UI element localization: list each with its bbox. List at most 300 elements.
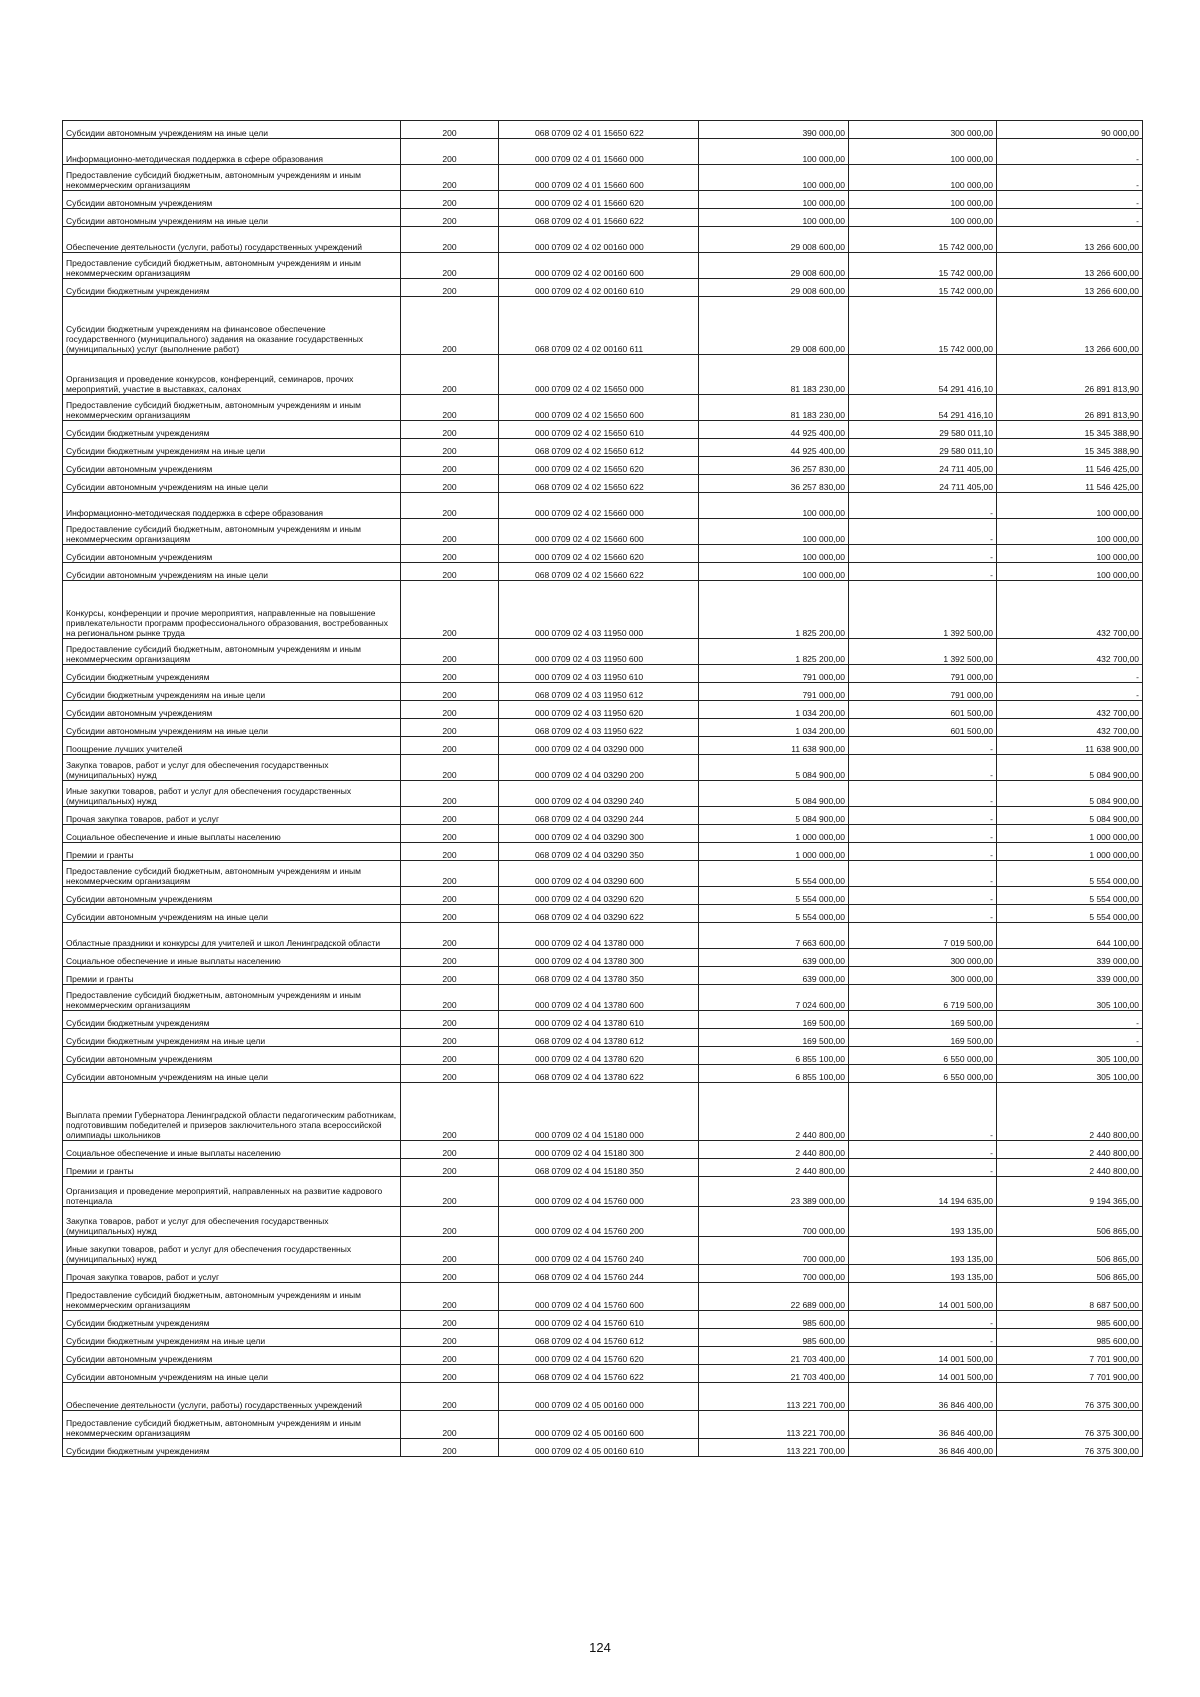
row-name: Субсидии автономным учреждениям xyxy=(63,545,401,563)
row-total: 81 183 230,00 xyxy=(699,395,849,421)
row-line-code: 200 xyxy=(401,297,499,355)
row-total: 29 008 600,00 xyxy=(699,297,849,355)
row-remainder: 11 546 425,00 xyxy=(997,475,1143,493)
row-budget-code: 000 0709 02 4 04 03290 200 xyxy=(499,755,699,781)
row-name: Предоставление субсидий бюджетным, автономным учреждениям и иным некоммерческим организациям xyxy=(63,639,401,665)
table-row xyxy=(63,139,1143,165)
row-budget-code: 068 0709 02 4 01 15660 622 xyxy=(499,209,699,227)
row-name: Предоставление субсидий бюджетным, автономным учреждениям и иным некоммерческим организациям xyxy=(63,395,401,421)
row-budget-code: 068 0709 02 4 01 15650 622 xyxy=(499,121,699,139)
row-remainder: 432 700,00 xyxy=(997,639,1143,665)
row-name: Субсидии автономным учреждениям xyxy=(63,887,401,905)
table-row xyxy=(63,165,1143,191)
row-budget-code: 000 0709 02 4 04 15180 300 xyxy=(499,1141,699,1159)
row-total: 700 000,00 xyxy=(699,1265,849,1283)
row-line-code: 200 xyxy=(401,395,499,421)
row-line-code: 200 xyxy=(401,457,499,475)
row-total: 5 084 900,00 xyxy=(699,781,849,807)
row-remainder: 644 100,00 xyxy=(997,923,1143,949)
row-remainder: 985 600,00 xyxy=(997,1311,1143,1329)
row-total: 1 000 000,00 xyxy=(699,825,849,843)
row-line-code: 200 xyxy=(401,165,499,191)
row-remainder: 15 345 388,90 xyxy=(997,421,1143,439)
row-remainder: 432 700,00 xyxy=(997,719,1143,737)
row-line-code: 200 xyxy=(401,1383,499,1411)
row-name: Иные закупки товаров, работ и услуг для обеспечения государственных (муниципальных) нужд xyxy=(63,781,401,807)
row-total: 44 925 400,00 xyxy=(699,439,849,457)
row-remainder: 13 266 600,00 xyxy=(997,253,1143,279)
table-row xyxy=(63,395,1143,421)
row-remainder: 305 100,00 xyxy=(997,1065,1143,1083)
table-body xyxy=(63,121,1143,1457)
row-remainder: - xyxy=(997,209,1143,227)
table-row xyxy=(63,1159,1143,1177)
row-budget-code: 068 0709 02 4 04 15760 612 xyxy=(499,1329,699,1347)
table-row xyxy=(63,1347,1143,1365)
row-name: Информационно-методическая поддержка в сфере образования xyxy=(63,139,401,165)
table-row xyxy=(63,861,1143,887)
row-total: 113 221 700,00 xyxy=(699,1383,849,1411)
row-name: Предоставление субсидий бюджетным, автономным учреждениям и иным некоммерческим организациям xyxy=(63,1283,401,1311)
row-executed: - xyxy=(849,519,997,545)
row-total: 44 925 400,00 xyxy=(699,421,849,439)
row-name: Социальное обеспечение и иные выплаты населению xyxy=(63,949,401,967)
row-remainder: 100 000,00 xyxy=(997,563,1143,581)
row-line-code: 200 xyxy=(401,1047,499,1065)
row-total: 5 554 000,00 xyxy=(699,905,849,923)
row-line-code: 200 xyxy=(401,519,499,545)
row-budget-code: 000 0709 02 4 04 13780 600 xyxy=(499,985,699,1011)
row-executed: - xyxy=(849,1083,997,1141)
row-remainder: 26 891 813,90 xyxy=(997,395,1143,421)
table-row xyxy=(63,843,1143,861)
table-row xyxy=(63,545,1143,563)
row-remainder: 305 100,00 xyxy=(997,1047,1143,1065)
table-row xyxy=(63,1207,1143,1237)
row-budget-code: 000 0709 02 4 04 15180 000 xyxy=(499,1083,699,1141)
table-row xyxy=(63,887,1143,905)
row-executed: 100 000,00 xyxy=(849,209,997,227)
row-budget-code: 000 0709 02 4 01 15660 620 xyxy=(499,191,699,209)
row-budget-code: 000 0709 02 4 04 13780 300 xyxy=(499,949,699,967)
table-row xyxy=(63,457,1143,475)
row-budget-code: 068 0709 02 4 02 15650 612 xyxy=(499,439,699,457)
row-line-code: 200 xyxy=(401,755,499,781)
row-total: 2 440 800,00 xyxy=(699,1141,849,1159)
row-name: Субсидии автономным учреждениям на иные цели xyxy=(63,1065,401,1083)
row-budget-code: 068 0709 02 4 04 13780 612 xyxy=(499,1029,699,1047)
table-row xyxy=(63,1141,1143,1159)
row-line-code: 200 xyxy=(401,227,499,253)
row-budget-code: 000 0709 02 4 02 00160 000 xyxy=(499,227,699,253)
row-executed: - xyxy=(849,493,997,519)
row-name: Социальное обеспечение и иные выплаты населению xyxy=(63,1141,401,1159)
table-row xyxy=(63,1383,1143,1411)
row-name: Предоставление субсидий бюджетным, автономным учреждениям и иным некоммерческим организациям xyxy=(63,1411,401,1439)
row-name: Субсидии автономным учреждениям на иные цели xyxy=(63,121,401,139)
row-total: 700 000,00 xyxy=(699,1237,849,1265)
row-executed: 169 500,00 xyxy=(849,1011,997,1029)
row-executed: 193 135,00 xyxy=(849,1265,997,1283)
row-budget-code: 068 0709 02 4 03 11950 622 xyxy=(499,719,699,737)
row-name: Субсидии автономным учреждениям на иные цели xyxy=(63,719,401,737)
row-name: Субсидии автономным учреждениям на иные цели xyxy=(63,209,401,227)
row-executed: 15 742 000,00 xyxy=(849,279,997,297)
row-line-code: 200 xyxy=(401,355,499,395)
row-name: Предоставление субсидий бюджетным, автономным учреждениям и иным некоммерческим организациям xyxy=(63,985,401,1011)
row-budget-code: 000 0709 02 4 04 03290 300 xyxy=(499,825,699,843)
row-total: 11 638 900,00 xyxy=(699,737,849,755)
row-total: 5 084 900,00 xyxy=(699,755,849,781)
row-remainder: 5 554 000,00 xyxy=(997,887,1143,905)
row-remainder: 2 440 800,00 xyxy=(997,1159,1143,1177)
row-name: Премии и гранты xyxy=(63,967,401,985)
page-number: 124 xyxy=(589,1640,611,1655)
row-budget-code: 000 0709 02 4 03 11950 610 xyxy=(499,665,699,683)
row-executed: 14 194 635,00 xyxy=(849,1177,997,1207)
row-line-code: 200 xyxy=(401,923,499,949)
row-line-code: 200 xyxy=(401,563,499,581)
row-executed: - xyxy=(849,825,997,843)
row-budget-code: 000 0709 02 4 02 15650 620 xyxy=(499,457,699,475)
table-row xyxy=(63,209,1143,227)
row-remainder: 76 375 300,00 xyxy=(997,1383,1143,1411)
table-row xyxy=(63,1311,1143,1329)
row-total: 22 689 000,00 xyxy=(699,1283,849,1311)
row-name: Предоставление субсидий бюджетным, автономным учреждениям и иным некоммерческим организациям xyxy=(63,861,401,887)
row-remainder: 7 701 900,00 xyxy=(997,1347,1143,1365)
table-row xyxy=(63,519,1143,545)
row-remainder: 15 345 388,90 xyxy=(997,439,1143,457)
table-row xyxy=(63,719,1143,737)
row-executed: 14 001 500,00 xyxy=(849,1365,997,1383)
row-total: 390 000,00 xyxy=(699,121,849,139)
row-executed: 54 291 416,10 xyxy=(849,395,997,421)
row-executed: 15 742 000,00 xyxy=(849,253,997,279)
row-remainder: 5 554 000,00 xyxy=(997,905,1143,923)
row-budget-code: 000 0709 02 4 02 15660 000 xyxy=(499,493,699,519)
row-total: 639 000,00 xyxy=(699,949,849,967)
row-executed: 36 846 400,00 xyxy=(849,1383,997,1411)
row-line-code: 200 xyxy=(401,843,499,861)
table-row xyxy=(63,1047,1143,1065)
table-row xyxy=(63,665,1143,683)
row-remainder: 76 375 300,00 xyxy=(997,1411,1143,1439)
row-line-code: 200 xyxy=(401,121,499,139)
row-line-code: 200 xyxy=(401,967,499,985)
table-row xyxy=(63,781,1143,807)
row-remainder: 26 891 813,90 xyxy=(997,355,1143,395)
row-remainder: 5 554 000,00 xyxy=(997,861,1143,887)
row-remainder: 1 000 000,00 xyxy=(997,843,1143,861)
table-row xyxy=(63,581,1143,639)
row-total: 7 024 600,00 xyxy=(699,985,849,1011)
table-row xyxy=(63,639,1143,665)
row-remainder: 432 700,00 xyxy=(997,701,1143,719)
row-total: 6 855 100,00 xyxy=(699,1065,849,1083)
row-budget-code: 000 0709 02 4 03 11950 620 xyxy=(499,701,699,719)
table-row xyxy=(63,701,1143,719)
row-name: Конкурсы, конференции и прочие мероприятия, направленные на повышение привлекательности программ профессионального образования, востребованных на региональном рынке труда xyxy=(63,581,401,639)
row-budget-code: 000 0709 02 4 02 00160 610 xyxy=(499,279,699,297)
row-executed: 791 000,00 xyxy=(849,665,997,683)
row-budget-code: 000 0709 02 4 02 15660 600 xyxy=(499,519,699,545)
row-budget-code: 068 0709 02 4 02 15660 622 xyxy=(499,563,699,581)
row-remainder: - xyxy=(997,191,1143,209)
row-line-code: 200 xyxy=(401,665,499,683)
table-row xyxy=(63,421,1143,439)
row-total: 1 825 200,00 xyxy=(699,581,849,639)
row-line-code: 200 xyxy=(401,781,499,807)
row-remainder: 506 865,00 xyxy=(997,1237,1143,1265)
row-total: 2 440 800,00 xyxy=(699,1159,849,1177)
row-remainder: 339 000,00 xyxy=(997,967,1143,985)
row-remainder: - xyxy=(997,165,1143,191)
row-budget-code: 000 0709 02 4 01 15660 000 xyxy=(499,139,699,165)
row-budget-code: 068 0709 02 4 04 15180 350 xyxy=(499,1159,699,1177)
row-remainder: 90 000,00 xyxy=(997,121,1143,139)
row-executed: 100 000,00 xyxy=(849,191,997,209)
table-row xyxy=(63,1439,1143,1457)
row-line-code: 200 xyxy=(401,683,499,701)
row-name: Обеспечение деятельности (услуги, работы) государственных учреждений xyxy=(63,227,401,253)
table-row xyxy=(63,253,1143,279)
row-total: 169 500,00 xyxy=(699,1029,849,1047)
row-executed: - xyxy=(849,781,997,807)
table-row xyxy=(63,737,1143,755)
row-name: Субсидии автономным учреждениям на иные цели xyxy=(63,475,401,493)
row-budget-code: 000 0709 02 4 04 03290 600 xyxy=(499,861,699,887)
row-executed: 14 001 500,00 xyxy=(849,1347,997,1365)
row-name: Субсидии автономным учреждениям на иные цели xyxy=(63,1365,401,1383)
row-total: 100 000,00 xyxy=(699,493,849,519)
table-row xyxy=(63,1265,1143,1283)
row-executed: - xyxy=(849,737,997,755)
row-line-code: 200 xyxy=(401,1159,499,1177)
row-name: Выплата премии Губернатора Ленинградской области педагогическим работникам, подготовившим победителей и призеров заключительного этапа всероссийской олимпиады школьников xyxy=(63,1083,401,1141)
row-line-code: 200 xyxy=(401,737,499,755)
row-name: Областные праздники и конкурсы для учителей и школ Ленинградской области xyxy=(63,923,401,949)
row-remainder: 13 266 600,00 xyxy=(997,227,1143,253)
row-name: Субсидии бюджетным учреждениям на иные цели xyxy=(63,1029,401,1047)
table-row xyxy=(63,279,1143,297)
table-row xyxy=(63,1237,1143,1265)
row-executed: 24 711 405,00 xyxy=(849,475,997,493)
row-total: 5 084 900,00 xyxy=(699,807,849,825)
row-line-code: 200 xyxy=(401,1177,499,1207)
row-name: Прочая закупка товаров, работ и услуг xyxy=(63,1265,401,1283)
row-total: 21 703 400,00 xyxy=(699,1347,849,1365)
row-line-code: 200 xyxy=(401,545,499,563)
row-line-code: 200 xyxy=(401,1011,499,1029)
row-line-code: 200 xyxy=(401,1365,499,1383)
table-row xyxy=(63,825,1143,843)
row-budget-code: 068 0709 02 4 04 13780 350 xyxy=(499,967,699,985)
row-total: 100 000,00 xyxy=(699,191,849,209)
table-row xyxy=(63,1365,1143,1383)
row-executed: 193 135,00 xyxy=(849,1237,997,1265)
row-line-code: 200 xyxy=(401,439,499,457)
row-line-code: 200 xyxy=(401,1265,499,1283)
row-total: 29 008 600,00 xyxy=(699,279,849,297)
row-total: 1 034 200,00 xyxy=(699,701,849,719)
table-row xyxy=(63,923,1143,949)
row-remainder: - xyxy=(997,1011,1143,1029)
row-name: Предоставление субсидий бюджетным, автономным учреждениям и иным некоммерческим организациям xyxy=(63,165,401,191)
row-remainder: 339 000,00 xyxy=(997,949,1143,967)
row-budget-code: 000 0709 02 4 02 15650 000 xyxy=(499,355,699,395)
row-name: Предоставление субсидий бюджетным, автономным учреждениям и иным некоммерческим организациям xyxy=(63,253,401,279)
row-name: Субсидии бюджетным учреждениям на иные цели xyxy=(63,1329,401,1347)
row-budget-code: 068 0709 02 4 04 15760 622 xyxy=(499,1365,699,1383)
row-executed: 7 019 500,00 xyxy=(849,923,997,949)
row-total: 2 440 800,00 xyxy=(699,1083,849,1141)
row-total: 113 221 700,00 xyxy=(699,1439,849,1457)
row-executed: 54 291 416,10 xyxy=(849,355,997,395)
row-executed: - xyxy=(849,887,997,905)
row-total: 23 389 000,00 xyxy=(699,1177,849,1207)
row-name: Субсидии автономным учреждениям на иные цели xyxy=(63,563,401,581)
row-name: Субсидии бюджетным учреждениям на финансовое обеспечение государственного (муниципального) задания на оказание государственных (муниципальных) услуг (выполнение работ) xyxy=(63,297,401,355)
row-executed: 601 500,00 xyxy=(849,701,997,719)
row-executed: 300 000,00 xyxy=(849,121,997,139)
row-line-code: 200 xyxy=(401,139,499,165)
row-line-code: 200 xyxy=(401,1329,499,1347)
row-name: Закупка товаров, работ и услуг для обеспечения государственных (муниципальных) нужд xyxy=(63,755,401,781)
row-remainder: 5 084 900,00 xyxy=(997,755,1143,781)
row-total: 113 221 700,00 xyxy=(699,1411,849,1439)
row-total: 36 257 830,00 xyxy=(699,475,849,493)
row-name: Субсидии автономным учреждениям xyxy=(63,1347,401,1365)
row-total: 1 825 200,00 xyxy=(699,639,849,665)
row-remainder: 2 440 800,00 xyxy=(997,1083,1143,1141)
row-line-code: 200 xyxy=(401,1411,499,1439)
row-total: 100 000,00 xyxy=(699,165,849,191)
row-budget-code: 000 0709 02 4 02 15650 600 xyxy=(499,395,699,421)
table-row xyxy=(63,1283,1143,1311)
row-total: 639 000,00 xyxy=(699,967,849,985)
row-total: 81 183 230,00 xyxy=(699,355,849,395)
table-row xyxy=(63,755,1143,781)
row-total: 100 000,00 xyxy=(699,139,849,165)
row-name: Субсидии автономным учреждениям на иные цели xyxy=(63,905,401,923)
row-executed: - xyxy=(849,545,997,563)
row-executed: 6 550 000,00 xyxy=(849,1047,997,1065)
row-budget-code: 000 0709 02 4 04 15760 620 xyxy=(499,1347,699,1365)
row-line-code: 200 xyxy=(401,209,499,227)
row-total: 29 008 600,00 xyxy=(699,253,849,279)
row-budget-code: 000 0709 02 4 05 00160 610 xyxy=(499,1439,699,1457)
row-executed: 100 000,00 xyxy=(849,139,997,165)
row-executed: 1 392 500,00 xyxy=(849,581,997,639)
row-remainder: 13 266 600,00 xyxy=(997,279,1143,297)
row-remainder: 506 865,00 xyxy=(997,1207,1143,1237)
row-name: Субсидии бюджетным учреждениям xyxy=(63,1311,401,1329)
row-line-code: 200 xyxy=(401,1207,499,1237)
row-budget-code: 068 0709 02 4 04 03290 622 xyxy=(499,905,699,923)
row-line-code: 200 xyxy=(401,421,499,439)
row-executed: - xyxy=(849,1141,997,1159)
row-name: Субсидии бюджетным учреждениям xyxy=(63,1011,401,1029)
row-line-code: 200 xyxy=(401,639,499,665)
row-executed: - xyxy=(849,1329,997,1347)
row-total: 100 000,00 xyxy=(699,209,849,227)
row-line-code: 200 xyxy=(401,807,499,825)
row-name: Субсидии бюджетным учреждениям xyxy=(63,279,401,297)
row-executed: 36 846 400,00 xyxy=(849,1439,997,1457)
row-name: Субсидии автономным учреждениям xyxy=(63,191,401,209)
row-name: Поощрение лучших учителей xyxy=(63,737,401,755)
row-total: 985 600,00 xyxy=(699,1311,849,1329)
table-row xyxy=(63,1329,1143,1347)
table-row xyxy=(63,121,1143,139)
row-executed: 791 000,00 xyxy=(849,683,997,701)
row-remainder: 5 084 900,00 xyxy=(997,781,1143,807)
row-name: Субсидии бюджетным учреждениям xyxy=(63,665,401,683)
row-total: 791 000,00 xyxy=(699,665,849,683)
row-executed: 601 500,00 xyxy=(849,719,997,737)
row-remainder: 9 194 365,00 xyxy=(997,1177,1143,1207)
row-budget-code: 000 0709 02 4 04 15760 200 xyxy=(499,1207,699,1237)
row-remainder: 100 000,00 xyxy=(997,493,1143,519)
table-row xyxy=(63,905,1143,923)
row-line-code: 200 xyxy=(401,887,499,905)
row-executed: 6 719 500,00 xyxy=(849,985,997,1011)
row-total: 791 000,00 xyxy=(699,683,849,701)
budget-execution-table xyxy=(62,120,1143,1457)
row-total: 5 554 000,00 xyxy=(699,887,849,905)
row-total: 29 008 600,00 xyxy=(699,227,849,253)
row-line-code: 200 xyxy=(401,493,499,519)
row-remainder: 432 700,00 xyxy=(997,581,1143,639)
row-remainder: 7 701 900,00 xyxy=(997,1365,1143,1383)
table-row xyxy=(63,355,1143,395)
row-executed: 29 580 011,10 xyxy=(849,439,997,457)
row-executed: - xyxy=(849,1159,997,1177)
row-name: Премии и гранты xyxy=(63,843,401,861)
table-row xyxy=(63,297,1143,355)
row-total: 1 034 200,00 xyxy=(699,719,849,737)
row-name: Информационно-методическая поддержка в сфере образования xyxy=(63,493,401,519)
row-budget-code: 000 0709 02 4 01 15660 600 xyxy=(499,165,699,191)
row-line-code: 200 xyxy=(401,279,499,297)
row-line-code: 200 xyxy=(401,1237,499,1265)
row-total: 1 000 000,00 xyxy=(699,843,849,861)
row-executed: 15 742 000,00 xyxy=(849,297,997,355)
row-budget-code: 000 0709 02 4 04 03290 240 xyxy=(499,781,699,807)
row-name: Субсидии автономным учреждениям xyxy=(63,701,401,719)
row-total: 5 554 000,00 xyxy=(699,861,849,887)
row-total: 100 000,00 xyxy=(699,545,849,563)
row-executed: - xyxy=(849,563,997,581)
row-remainder: 100 000,00 xyxy=(997,519,1143,545)
row-total: 21 703 400,00 xyxy=(699,1365,849,1383)
row-line-code: 200 xyxy=(401,861,499,887)
table-row xyxy=(63,967,1143,985)
row-line-code: 200 xyxy=(401,1065,499,1083)
row-line-code: 200 xyxy=(401,1283,499,1311)
row-executed: 193 135,00 xyxy=(849,1207,997,1237)
row-budget-code: 068 0709 02 4 02 15650 622 xyxy=(499,475,699,493)
row-budget-code: 000 0709 02 4 04 13780 620 xyxy=(499,1047,699,1065)
row-executed: - xyxy=(849,861,997,887)
row-remainder: 100 000,00 xyxy=(997,545,1143,563)
row-executed: - xyxy=(849,755,997,781)
table-row xyxy=(63,1411,1143,1439)
row-line-code: 200 xyxy=(401,701,499,719)
row-total: 100 000,00 xyxy=(699,563,849,581)
row-budget-code: 000 0709 02 4 04 03290 000 xyxy=(499,737,699,755)
